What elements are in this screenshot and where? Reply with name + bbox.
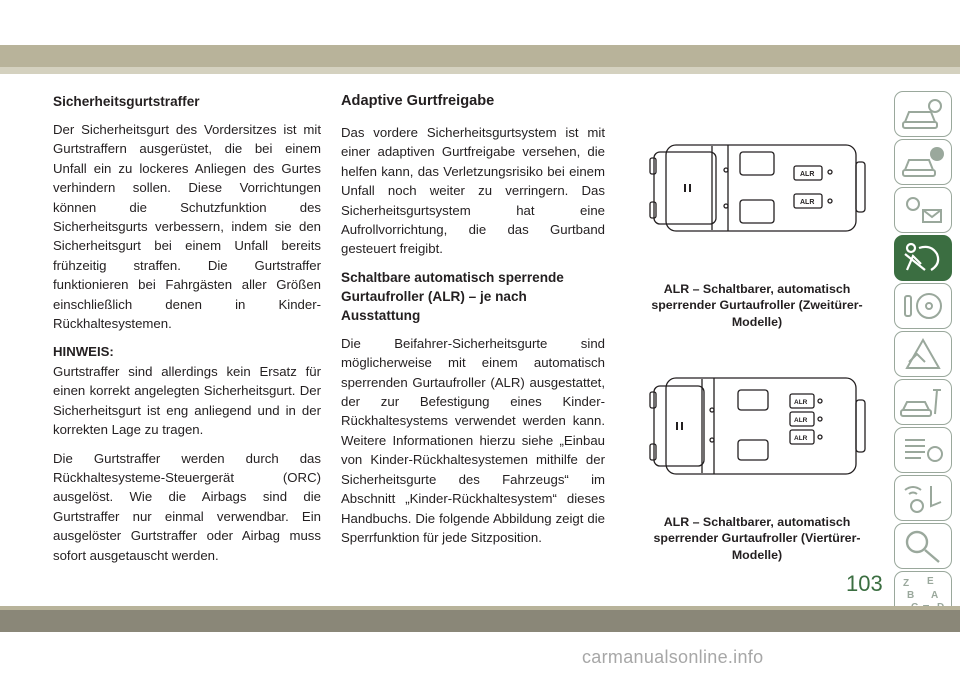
section-heading-adaptive: Adaptive Gurtfreigabe (341, 93, 495, 109)
note-text: Gurtstraffer sind allerdings kein Ersatz für einen korrekt angelegten Sicherheitsgurt. Der Sicherheitsgurt ist eng anliegend und in der korrekten Lage zu tragen. (53, 363, 321, 438)
top-band-light (0, 67, 960, 74)
tab-emergency[interactable] (894, 331, 952, 377)
bottom-band (0, 610, 960, 632)
emergency-icon (895, 332, 951, 376)
middle-column (341, 92, 605, 556)
tab-car-info[interactable] (894, 139, 952, 185)
tab-safety[interactable] (894, 235, 952, 281)
tab-customer-assistance[interactable] (894, 523, 952, 569)
tab-service[interactable] (894, 379, 952, 425)
alr-label: ALR (800, 199, 815, 206)
top-band (0, 45, 960, 67)
starting-driving-icon (895, 284, 951, 328)
alr-label: ALR (794, 399, 808, 406)
figure-caption: ALR – Schaltbarer, automatisch sperrender Gurtaufroller (Viertürer-Modelle) (653, 515, 861, 562)
tab-car-overview[interactable] (894, 91, 952, 137)
left-column (53, 92, 321, 574)
tab-starting-driving[interactable] (894, 283, 952, 329)
note-title: HINWEIS: (53, 344, 114, 360)
chapter-sidebar (894, 91, 952, 619)
safety-airbag-icon (895, 236, 951, 280)
tab-multimedia[interactable] (894, 475, 952, 521)
section-heading-alr: Schaltbare automatisch sperrende Gurtaufroller (ALR) – je nach Ausstattung (341, 269, 564, 323)
index-letter: E (927, 576, 934, 587)
alr-label: ALR (794, 417, 808, 424)
paragraph: Die Gurtstraffer werden durch das Rückhaltesysteme-Steuergerät (ORC) ausgelöst. Wie die Airbags sind die Gurtstraffer nur einmal verwendbar. Ein ausgelöster Gurtstraffer oder Airbag muss sofort ausgetauscht werden. (53, 450, 321, 563)
alr-label: ALR (800, 171, 815, 178)
paragraph: Die Beifahrer-Sicherheitsgurte sind möglicherweise mit einem automatisch sperrenden Gurtaufroller (ALR) ausgestattet, der zur Befestigung eines Kinder-Rückhaltesystems verwendet werden kann. Weitere Informationen hierzu siehe „Einbau von Kinder-Rückhaltesystemen mithilfe der Sicherheitsgurte des Fahrzeugs“ im Abschnitt „Kinder-Rückhaltesystem“ dieses Handbuchs. Die folgende Abbildung zeigt die Sperrfunktion für jede Sitzposition. (341, 335, 605, 545)
index-letter: A (931, 590, 939, 601)
alr-label: ALR (794, 435, 808, 442)
warning-lights-icon (895, 188, 951, 232)
car-overview-icon (895, 92, 951, 136)
two-door-vehicle-diagram (648, 128, 866, 248)
four-door-vehicle-diagram (648, 366, 866, 486)
tab-warning-lights[interactable] (894, 187, 952, 233)
specifications-icon (895, 428, 951, 472)
watermark: carmanualsonline.info (582, 647, 764, 667)
paragraph: Das vordere Sicherheitsgurtsystem ist mit einer adaptiven Gurtfreigabe versehen, die helfen kann, das Verletzungsrisiko bei einem Unfall noch weiter zu verringern. Das Sicherheitsgurtsystem hat eine Aufrollvorrichtung, die das Gurtband gesteuert freigibt. (341, 125, 605, 257)
service-maintenance-icon (895, 380, 951, 424)
car-info-icon (895, 140, 951, 184)
customer-assistance-icon (895, 524, 951, 568)
index-letter: Z (903, 578, 910, 589)
section-heading-gurtstraffer: Sicherheitsgurtstraffer (53, 94, 200, 109)
page-number: 103 (846, 571, 883, 596)
figure-caption: ALR – Schaltbarer, automatisch sperrender Gurtaufroller (Zweitürer-Modelle) (651, 282, 863, 329)
note (53, 342, 321, 439)
tab-specifications[interactable] (894, 427, 952, 473)
index-letter: B (907, 590, 915, 601)
paragraph: Der Sicherheitsgurt des Vordersitzes ist mit Gurtstraffern ausgerüstet, die bei einem Unfall ein zu lockeres Anliegen des Gurtes verhindern sollen. Diese Vorrichtungen können die Schutzfunktion des Sicherheitsgurts verbessern, indem sie den Sicherheitsgurt bei einem Unfall bereits frühzeitig straffen. Die Gurtstraffer funktionieren bei Fahrgästen aller Größen einschließlich denen in Kinder-Rückhaltesystemen. (53, 122, 321, 332)
multimedia-icon (895, 476, 951, 520)
